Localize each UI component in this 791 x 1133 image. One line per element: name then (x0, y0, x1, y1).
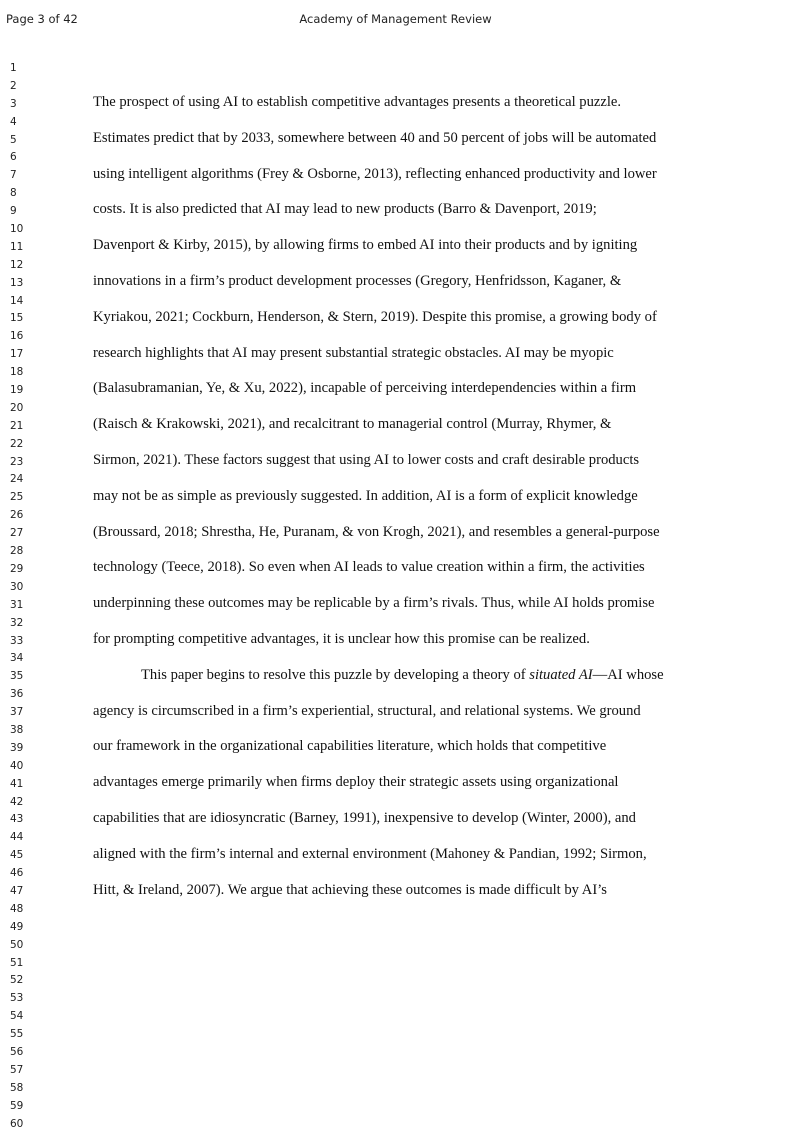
line-number: 12 (10, 258, 24, 271)
line-number: 35 (10, 670, 24, 683)
line-number: 54 (10, 1010, 24, 1023)
line-number: 37 (10, 706, 24, 719)
line-number: 53 (10, 992, 24, 1005)
line-number: 15 (10, 312, 24, 325)
line-number: 13 (10, 276, 24, 289)
line-number: 58 (10, 1081, 24, 1094)
line-number: 49 (10, 920, 24, 933)
line-number: 27 (10, 527, 24, 540)
line-number: 11 (10, 240, 24, 253)
body-line: agency is circumscribed in a firm’s experiential, structural, and relational systems. We ground (93, 702, 641, 719)
line-number: 30 (10, 580, 24, 593)
line-number: 19 (10, 384, 24, 397)
line-number: 6 (10, 151, 17, 164)
line-number: 9 (10, 205, 17, 218)
body-line: The prospect of using AI to establish competitive advantages presents a theoretical puzzle. (93, 94, 622, 110)
line-number: 17 (10, 348, 24, 361)
line-number: 47 (10, 884, 24, 897)
body-line: using intelligent algorithms (Frey & Osborne, 2013), reflecting enhanced productivity and lower (93, 165, 657, 182)
line-number: 3 (10, 97, 17, 110)
line-number: 50 (10, 938, 24, 951)
line-number: 25 (10, 491, 24, 504)
body-line: Estimates predict that by 2033, somewhere between 40 and 50 percent of jobs will be automated (93, 129, 657, 146)
line-number: 40 (10, 759, 24, 772)
line-number: 36 (10, 688, 24, 701)
line-number: 2 (10, 79, 17, 92)
line-number: 59 (10, 1099, 24, 1112)
line-number: 52 (10, 974, 24, 987)
body-text (93, 91, 713, 914)
body-line-paragraph-start (93, 664, 713, 700)
line-number: 10 (10, 223, 24, 236)
body-line: technology (Teece, 2018). So even when AI leads to value creation within a firm, the activities (93, 559, 645, 576)
line-number: 41 (10, 777, 24, 790)
line-number: 20 (10, 401, 24, 414)
line-number: 5 (10, 133, 17, 146)
line-number: 23 (10, 455, 24, 468)
line-number: 31 (10, 598, 24, 611)
line-number: 34 (10, 652, 24, 665)
line-number: 45 (10, 849, 24, 862)
line-number: 57 (10, 1063, 24, 1076)
line-number: 22 (10, 437, 24, 450)
line-number: 4 (10, 115, 17, 128)
line-number: 18 (10, 366, 24, 379)
body-line: underpinning these outcomes may be replicable by a firm’s rivals. Thus, while AI holds promise (93, 595, 655, 612)
line-number: 56 (10, 1045, 24, 1058)
line-number: 29 (10, 562, 24, 575)
body-line: Kyriakou, 2021; Cockburn, Henderson, & Stern, 2019). Despite this promise, a growing body of (93, 308, 657, 325)
line-number: 38 (10, 723, 24, 736)
line-number: 1 (10, 62, 17, 74)
body-line: research highlights that AI may present substantial strategic obstacles. AI may be myopic (93, 344, 614, 361)
line-number-column (10, 60, 23, 1133)
body-line: may not be as simple as previously suggested. In addition, AI is a form of explicit knowledge (93, 487, 638, 504)
line-number: 44 (10, 831, 24, 844)
line-number: 39 (10, 741, 24, 754)
line-number: 32 (10, 616, 24, 629)
body-text-span: This paper begins to resolve this puzzle by developing a theory of (141, 666, 530, 683)
body-line: aligned with the firm’s internal and external environment (Mahoney & Pandian, 1992; Sirmon, (93, 845, 647, 862)
line-number: 7 (10, 169, 17, 182)
line-number: 16 (10, 330, 24, 343)
body-line: (Raisch & Krakowski, 2021), and recalcitrant to managerial control (Murray, Rhymer, & (93, 416, 612, 433)
line-number: 21 (10, 419, 24, 432)
italic-term: situated AI (529, 666, 593, 683)
line-number: 55 (10, 1028, 24, 1041)
body-line: advantages emerge primarily when firms deploy their strategic assets using organizational (93, 774, 619, 791)
line-number: 51 (10, 956, 24, 969)
journal-title: Academy of Management Review (299, 12, 492, 26)
line-number: 43 (10, 813, 24, 826)
body-line: Hitt, & Ireland, 2007). We argue that achieving these outcomes is made difficult by AI’s (93, 881, 607, 898)
line-number: 33 (10, 634, 24, 647)
body-line: costs. It is also predicted that AI may lead to new products (Barro & Davenport, 2019; (93, 201, 597, 218)
body-line: Davenport & Kirby, 2015), by allowing firms to embed AI into their products and by igniting (93, 237, 638, 254)
body-line: for prompting competitive advantages, it is unclear how this promise can be realized. (93, 630, 590, 647)
line-number: 26 (10, 509, 24, 522)
body-line: (Balasubramanian, Ye, & Xu, 2022), incapable of perceiving interdependencies within a firm (93, 380, 637, 397)
line-number: 60 (10, 1117, 24, 1130)
line-number: 14 (10, 294, 24, 307)
line-number: 46 (10, 867, 24, 880)
body-line: Sirmon, 2021). These factors suggest that using AI to lower costs and craft desirable products (93, 451, 640, 468)
body-line: our framework in the organizational capabilities literature, which holds that competitive (93, 738, 607, 755)
line-number: 28 (10, 545, 24, 558)
line-number: 42 (10, 795, 24, 808)
body-line: innovations in a firm’s product development processes (Gregory, Henfridsson, Kaganer, & (93, 272, 622, 289)
line-number: 48 (10, 902, 24, 915)
line-number: 24 (10, 473, 24, 486)
body-text-span: —AI whose (592, 666, 664, 683)
body-line: capabilities that are idiosyncratic (Barney, 1991), inexpensive to develop (Winter, 2000), and (93, 809, 636, 826)
page-number: Page 3 of 42 (6, 12, 78, 26)
body-line: (Broussard, 2018; Shrestha, He, Puranam, & von Krogh, 2021), and resembles a general-purpose (93, 523, 660, 540)
line-number: 8 (10, 187, 17, 200)
